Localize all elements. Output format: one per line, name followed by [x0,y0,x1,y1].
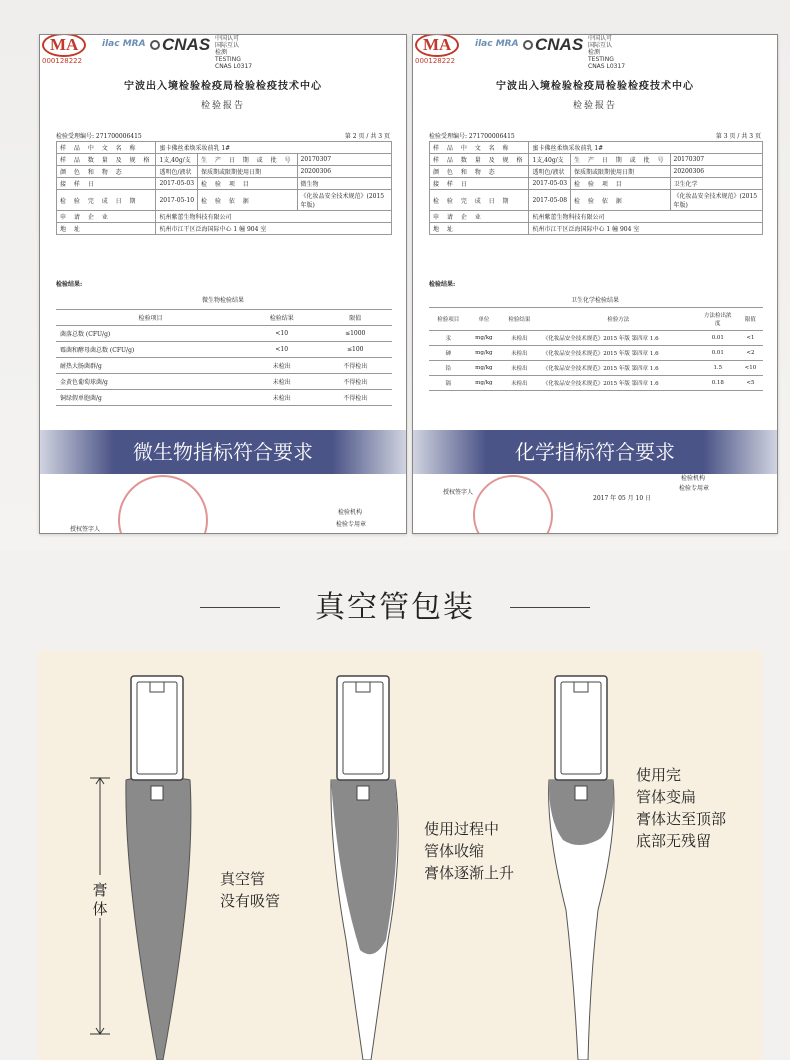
vacuum-tube-diagram [38,650,762,1060]
report-page-chemistry [412,34,778,534]
table-row: 砷 mg/kg 未检出 《化妆品安全技术规范》2015 年版 第四章 1.6 0.01 <2 [429,346,763,361]
agency-seal-label: 检验专用章 [336,521,367,528]
agency-seal-label: 检验专用章 [679,485,710,492]
cnas-ring-icon [523,40,533,50]
chemistry-pass-banner: 化学指标符合要求 [413,430,777,474]
table-row: 汞 mg/kg 未检出 《化妆品安全技术规范》2015 年版 第四章 1.6 0.01 <1 [429,331,763,346]
table-row: 铅 mg/kg 未检出 《化妆品安全技术规范》2015 年版 第四章 1.6 1.5 <10 [429,361,763,376]
tube-empty [549,676,614,1060]
receipt-number: 检验受理编号: 271700006415 [56,133,142,140]
org-name: 宁波出入境检验检疫局检验检疫技术中心 [124,81,322,92]
table-row: 霉菌和酵母菌总数 (CFU/g) <10 ≤100 [56,342,392,358]
report-title: 检验报告 [572,101,617,111]
ma-logo: MA [42,34,86,57]
signatory-label: 授权签字人 [443,489,474,496]
official-stamp-icon [118,475,208,534]
result-subtitle: 卫生化学检验结果 [570,297,619,304]
result-label: 检验结果: [56,281,83,288]
accreditation-text: 中国认可 国际互认 检测 TESTING CNAS L0317 [215,35,253,70]
cnas-logo: CNAS [523,35,583,55]
table-row: 耐热大肠菌群/g 未检出 不得检出 [56,358,392,374]
ma-logo: MA [415,34,459,57]
axis-label-2: 体 [92,900,108,918]
ma-code: 000128222 [42,57,83,65]
table-row: 铜绿假单胞菌/g 未检出 不得检出 [56,390,392,406]
caption-tube-in-use: 使用过程中 管体收缩 膏体逐渐上升 [424,820,515,882]
tube-full [126,676,191,1060]
ilac-logo: ilac MRA [475,39,519,49]
section-heading-wrap [0,583,790,633]
cnas-ring-icon [150,40,160,50]
page-number: 第 3 页 / 共 3 页 [715,133,761,140]
accreditation-text: 中国认可 国际互认 检测 TESTING CNAS L0317 [588,35,626,70]
microbiology-pass-banner: 微生物指标符合要求 [40,430,406,474]
table-row: 金黄色葡萄球菌/g 未检出 不得检出 [56,374,392,390]
agency-label: 检验机构 [338,509,363,516]
table-row: 菌落总数 (CFU/g) <10 ≤1000 [56,326,392,342]
tube-in-use [331,676,398,1060]
ilac-logo: ilac MRA [102,39,146,49]
tube-illustrations [38,650,762,1060]
sign-date: 2017 年 05 月 10 日 [593,495,652,502]
chemistry-results-table: 检验项目 单位 检验结果 检验方法 方法检出浓度 限值 汞 mg/kg 未检出 《化妆品安全技术规范》2015 年版 第四章 1.6 0.01 <1 砷 mg/kg 未检出 《化妆品安全技术规范》2015 年版 第四章 1.6 0.01 <2 铅 mg/kg 未检出 《化妆品安全技术规范》2015 年版 第四章 1.6 1.5 <10 镉 mg/kg 未检出 《化妆品安全技术规范》2015 年版 第四章 1.6 0.18 <5 [429,307,763,391]
org-name: 宁波出入境检验检疫局检验检疫技术中心 [496,81,694,92]
receipt-number: 检验受理编号: 271700006415 [429,133,515,140]
page-number: 第 2 页 / 共 3 页 [344,133,390,140]
official-stamp-icon [473,475,553,534]
agency-label: 检验机构 [681,475,706,482]
cnas-logo: CNAS [150,35,210,55]
signatory-label: 授权签字人 [70,526,101,533]
microbiology-results-table: 检验项目 检验结果 限值 菌落总数 (CFU/g) <10 ≤1000 霉菌和酵母菌总数 (CFU/g) <10 ≤100 耐热大肠菌群/g 未检出 不得检出 金黄色葡萄球菌/g 未检出 不得检出 铜绿假单胞菌/g 未检出 不得检出 [56,309,392,406]
table-row: 镉 mg/kg 未检出 《化妆品安全技术规范》2015 年版 第四章 1.6 0.18 <5 [429,376,763,391]
axis-label-1: 膏 [92,881,108,899]
caption-tube-empty: 使用完 管体变扁 膏体达至顶部 底部无残留 [636,766,727,850]
sample-info-table: 样 品 中 文 名 称 蜜卡佛丝柔焕采妆前乳 1# 样 品 数 量 及 规 格 1支,40g/支 生 产 日 期 或 批 号 20170307 颜 色 和 物 态 透明色/液状 保质期或限期使用日期 20200306 接 样 日 2017-05-03 检 验 项 目 微生物 检 验 完 成 日 期 2017-05-10 检 验 依 据 《化妆品安全技术规范》(2015 年版) 申 请 企 业 杭州紫蕾生物科技有限公司 地 址 杭州市江干区泛海国际中心 1 幢 904 室 [56,141,392,235]
result-subtitle: 微生物检验结果 [201,297,244,304]
heading-divider-right [510,607,590,608]
sample-info-table: 样 品 中 文 名 称 蜜卡佛丝柔焕采妆前乳 1# 样 品 数 量 及 规 格 1支,40g/支 生 产 日 期 或 批 号 20170307 颜 色 和 物 态 透明色/液状 保质期或限期使用日期 20200306 接 样 日 2017-05-03 检 验 项 目 卫生化学 检 验 完 成 日 期 2017-05-08 检 验 依 据 《化妆品安全技术规范》(2015 年版) 申 请 企 业 杭州紫蕾生物科技有限公司 地 址 杭州市江干区泛海国际中心 1 幢 904 室 [429,141,763,235]
caption-tube-full: 真空管 没有吸管 [220,870,281,910]
report-page-microbiology [39,34,407,534]
section-heading: 真空管包装 [315,590,475,625]
report-title: 检验报告 [200,101,245,111]
ma-code: 000128222 [415,57,456,65]
result-label: 检验结果: [429,281,456,288]
